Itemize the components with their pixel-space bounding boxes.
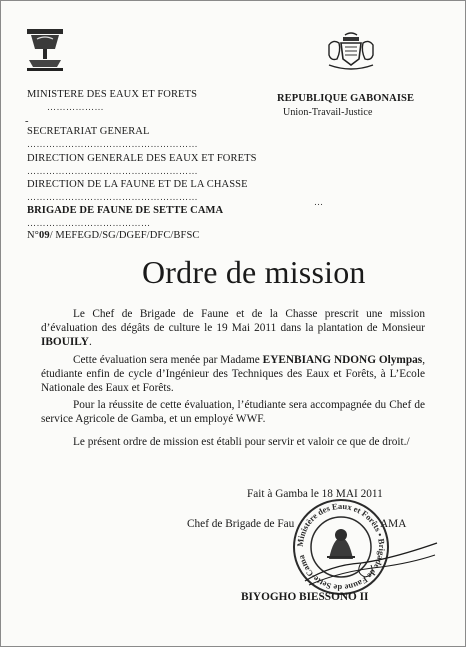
national-motto: Union-Travail-Justice [283, 107, 373, 118]
right-header-dots: … [314, 197, 324, 207]
handwritten-signature [301, 537, 441, 593]
direction-generale: DIRECTION GENERALE DES EAUX ET FORETS [27, 153, 257, 164]
header-dash: - [25, 116, 29, 127]
paragraph-3: Pour la réussite de cette évaluation, l’étudiante sera accompagnée du Chef de service Agricole de Gamba, et un employé WWF. [41, 399, 425, 426]
secretariat-general: SECRETARIAT GENERAL [27, 126, 150, 137]
document-title: Ordre de mission [142, 254, 366, 290]
direction-faune-dots: ……………………………………………… [27, 192, 198, 202]
paragraph-2: Cette évaluation sera menée par Madame EYENBIANG NDONG Olympas, étudiante enfin de cycle d’Ingénieur des Techniques des Eaux et Forêts, à L’Ecole Nationale des Eaux et Forêts. [41, 353, 426, 395]
paragraph-4: Le présent ordre de mission est établi pour servir et valoir ce que de droit./ [73, 435, 410, 448]
brigade-dots: ………………………………… [27, 218, 151, 228]
paragraph-1: Le Chef de Brigade de Faune et de la Chasse prescrit une mission d’évaluation des dégâts de culture le 19 Mai 2011 dans la plantation de Monsieur IBOUILY. [41, 308, 425, 349]
direction-faune-chasse: DIRECTION DE LA FAUNE ET DE LA CHASSE [27, 179, 248, 190]
ministry-dots: ……………… [47, 102, 104, 112]
reference-number [27, 230, 200, 241]
ministry-name: MINISTERE DES EAUX ET FORETS [27, 89, 198, 100]
document-body [41, 307, 425, 452]
signatory-function-start: Chef de Brigade de Fau [187, 518, 295, 530]
owner-name: IBOUILY [41, 336, 89, 349]
brigade-name: BRIGADE DE FAUNE DE SETTE CAMA [27, 205, 224, 216]
stamp-ring-text: Ministère des Eaux et Forêts • Brigade de Faune de Sette-Cama [294, 500, 388, 594]
direction-generale-dots: ……………………………………………… [27, 166, 198, 176]
reference-number-value: 09 [38, 230, 50, 241]
signatory-function-end: AMA [380, 518, 407, 530]
republic-name: REPUBLIQUE GABONAISE [277, 93, 415, 104]
ministry-logo [23, 27, 67, 73]
signatory-name: BIYOGHO BIESSONO II [241, 591, 369, 603]
student-name: EYENBIANG NDONG Olympas [262, 353, 423, 366]
place-and-date: Fait à Gamba le 18 MAI 2011 [247, 488, 383, 500]
reference-suffix: / MEFEGD/SG/DGEF/DFC/BFSC [49, 230, 200, 241]
secretariat-dots: ……………………………………………… [27, 139, 198, 149]
coat-of-arms-emblem [323, 31, 379, 71]
reference-prefix: N° [27, 230, 39, 241]
